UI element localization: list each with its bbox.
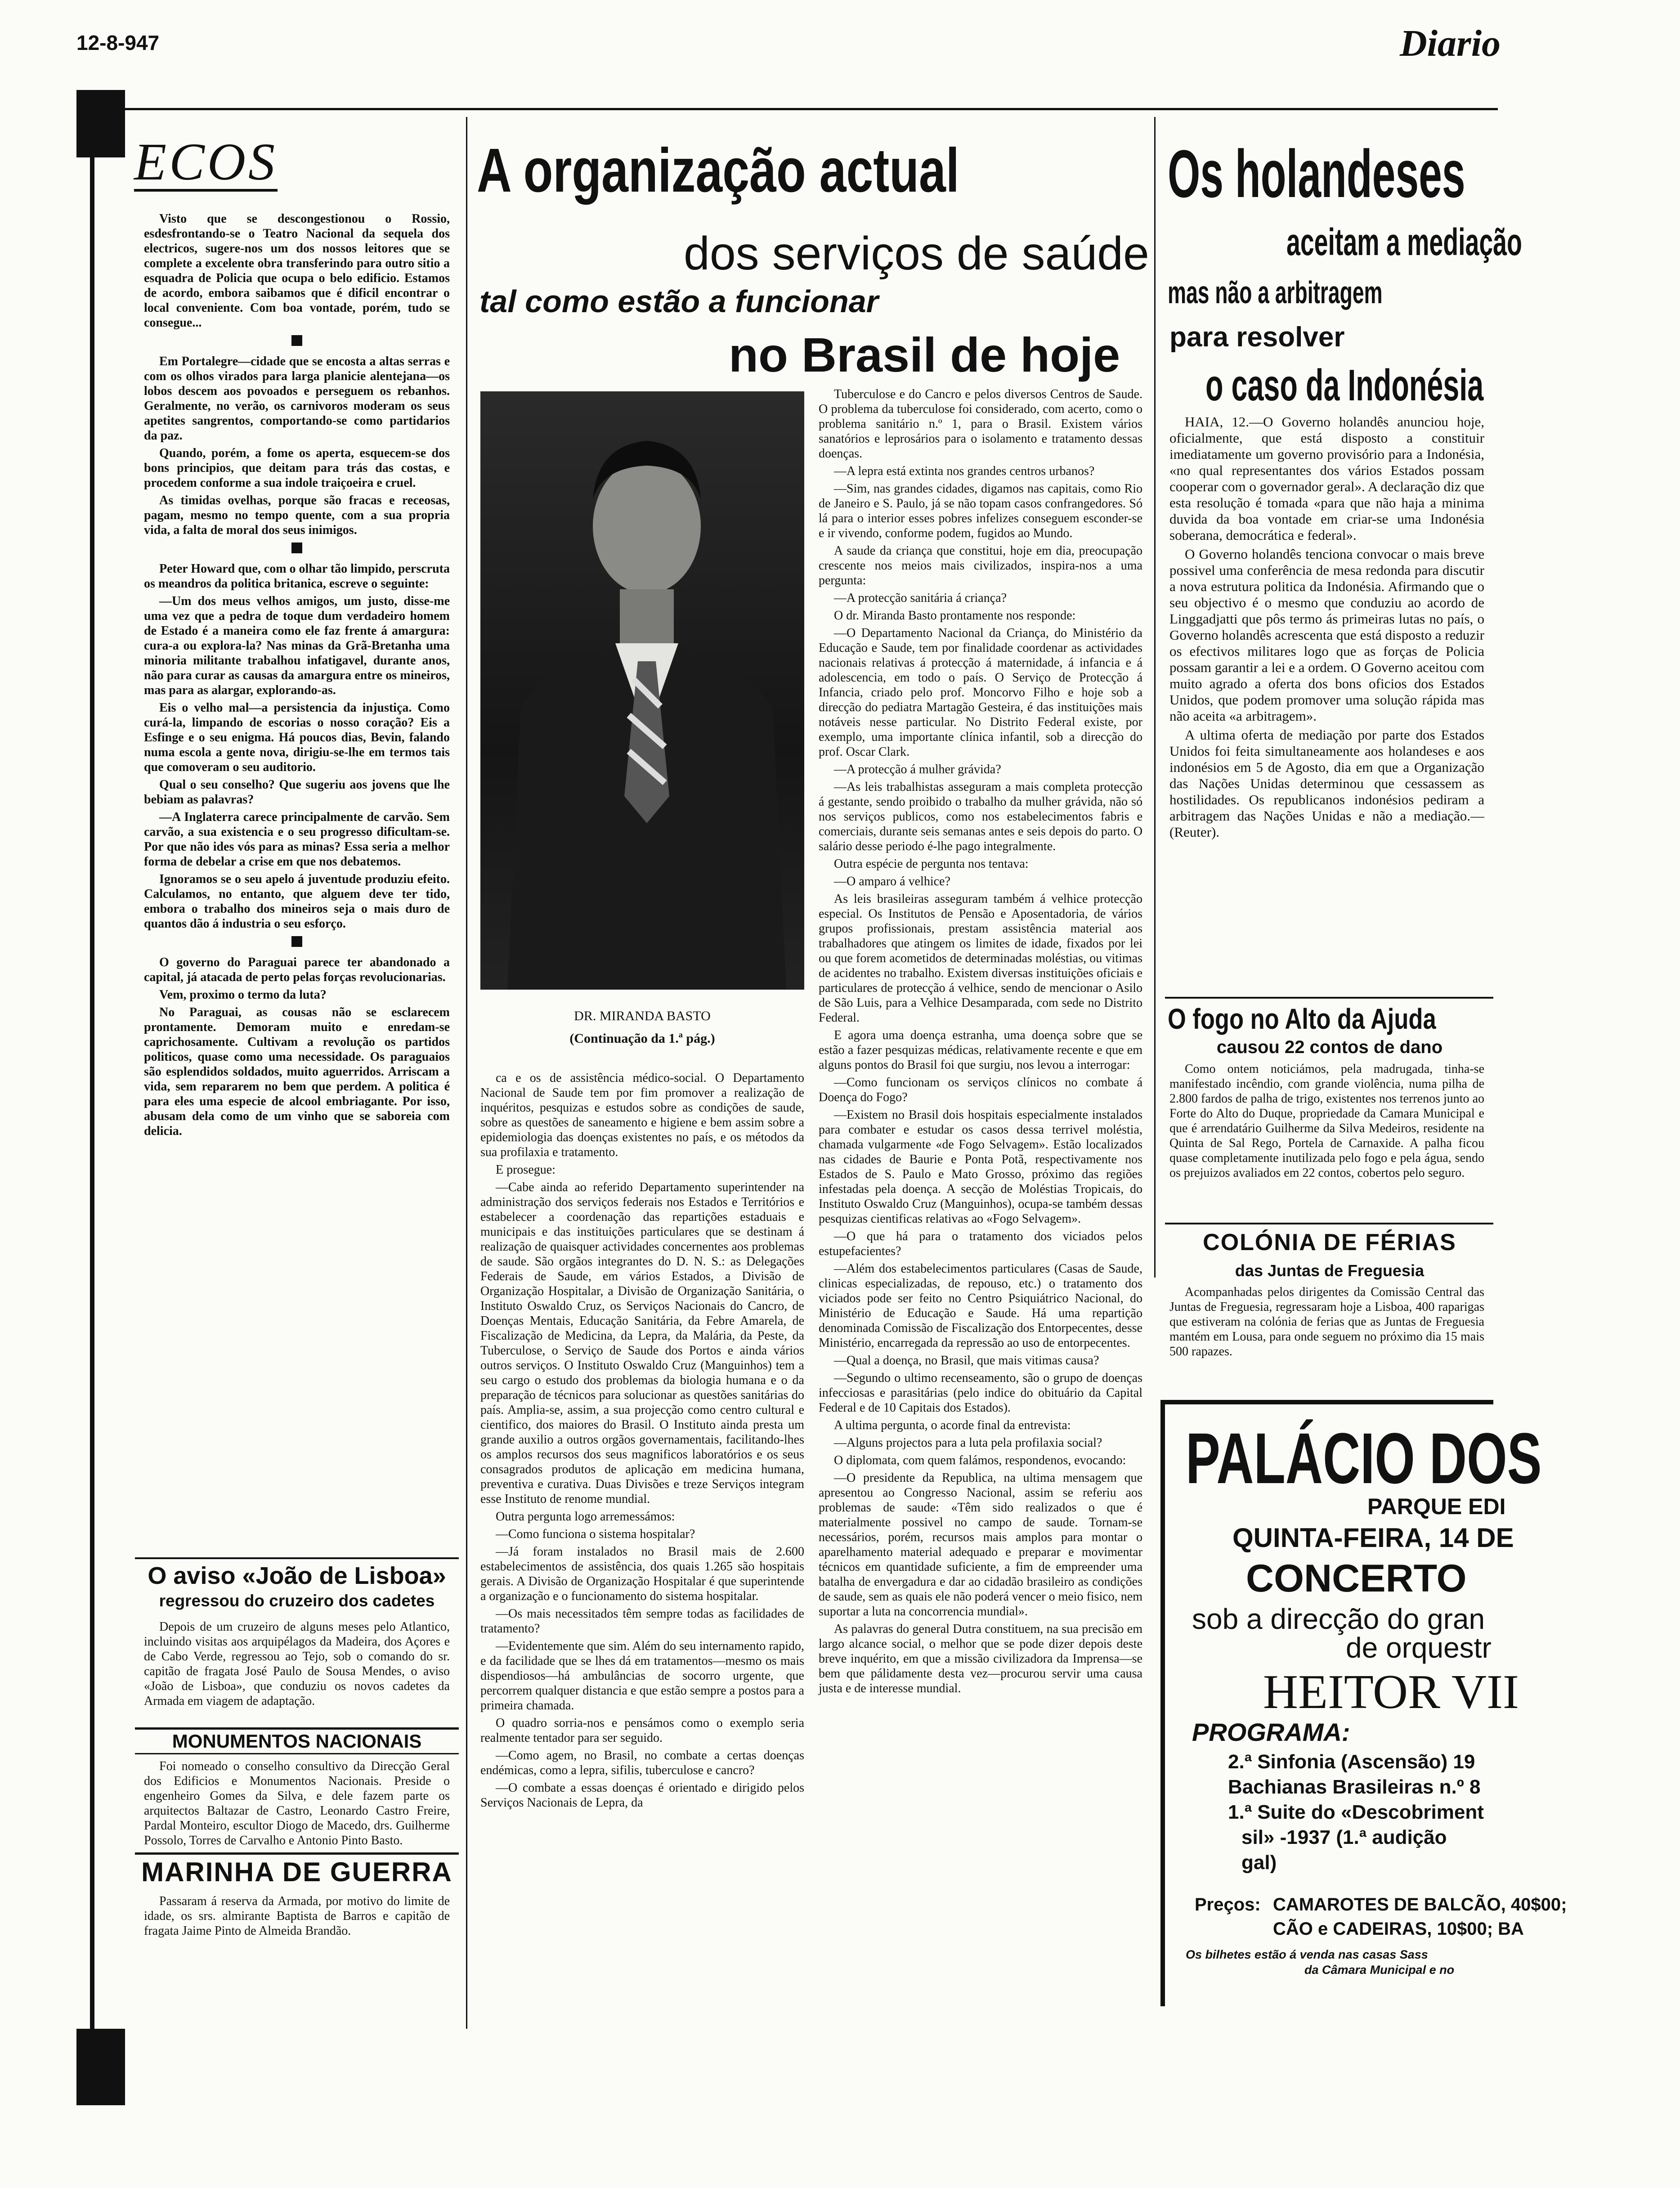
holandeses-title-1: Os holandeses [1168, 136, 1465, 211]
ad-precos-label: Preços: [1195, 1895, 1261, 1914]
ad-precos-1: CAMAROTES DE BALCÃO, 40$00; [1273, 1895, 1567, 1914]
top-rule [121, 108, 1498, 110]
section-separator [144, 936, 450, 951]
paragraph: Quando, porém, a fome os aperta, esquecem-se dos bons principios, que deitam para trás das costas, e procedem conforme a sua indole traiçoeira e cruel. [144, 446, 450, 490]
paragraph: —O presidente da Republica, na ultima mensagem que apresentou ao Congresso Nacional, assim se referiu aos problemas de saude: «Têm sido realizados o que é materialmente possivel no campo de saude. Tornam-se necessários, porém, recursos mais amplos para montar o aparelhamento material adequado e preparar e movimentar técnicos em quantidade suficiente, a fim de empreender uma batalha de envergadura e dar ao cidadão brasileiro as condições de saude, sem as quais ele não poderá vencer o meio fisico, nem suportar a luta na concorrencia mundial». [819, 1471, 1142, 1619]
paragraph: Qual o seu conselho? Que sugeriu aos jovens que lhe bebiam as palavras? [144, 778, 450, 807]
colonia-paragraph: Acompanhadas pelos dirigentes da Comissão Central das Juntas de Freguesia, regressaram hoje a Lisboa, 400 raparigas que estiveram na colónia de ferias que as Juntas de Freguesia mantém em Lousa, para onde seguem no próximo dia 15 mais 500 rapazes. [1169, 1285, 1484, 1359]
column-divider-1 [466, 117, 467, 2029]
portrait-photo [480, 391, 804, 990]
saude-title-3: tal como estão a funcionar [479, 284, 878, 319]
paragraph: —O que há para o tratamento dos viciados pelos estupefacientes? [819, 1229, 1142, 1258]
ad-prog-5: gal) [1241, 1852, 1277, 1874]
paragraph: —Cabe ainda ao referido Departamento superintender na administração dos serviços federais nos Estados e Territórios e estabelecer a coordenação das repartições estaduais e municipais e das instituições particulares que se destinam á realização de quaisquer actividades concernentes aos problemas de saude. São orgãos integrantes do D. N. S.: as Delegações Federais de Saude, em vários Estados, a Divisão de Organização Hospitalar, a Divisão de Organização Sanitária, o Instituto Oswaldo Cruz, os Serviços Nacionais do Cancro, de Doenças Mentais, Educação Sanitária, da Febre Amarela, de Fiscalização de Medicina, da Lepra, da Malária, da Peste, da Tuberculose, o Serviço de Saude dos Portos e ainda vários outros serviços. O Instituto Oswaldo Cruz (Manguinhos) tem a seu cargo o estudo dos problemas da biologia humana e o da preparação de técnicos para solucionar as questões sanitárias do país. Amplia-se, assim, a sua projecção como centro cultural e cientifico, dos maiores do Brasil. O Instituto ainda presta um grande auxilio a outros orgãos governamentais, facilitando-lhes os amplos recursos dos seus magnificos laboratórios e os seus consagrados produtos de aplicação em medicina humana, preventiva e curativa. Duas Divisões e treze Serviços integram esse Instituto de renome mundial. [480, 1180, 804, 1506]
paragraph: O Governo holandês tenciona convocar o mais breve possivel uma conferência de mesa redonda para discutir a nova estrutura politica da Indonésia. Afirmando que o seu objectivo é o mesmo que conduziu ao acordo de Linggadjatti que pôs termo ás primeiras lutas no país, o Governo holandês acrescenta que está disposto a reduzir os efectivos militares logo que as forças de Policia possam garantir a lei e a ordem. O Governo aceitou com muito agrado a oferta dos bons oficios dos Estados Unidos, que podem promover uma solução rápida mas não aceita «a arbitragem». [1169, 546, 1484, 724]
paragraph: —O Departamento Nacional da Criança, do Ministério da Educação e Saude, tem por finalidade coordenar as actividades nacionais relativas á protecção á maternidade, á infancia e á adolescencia, em todo o país. O Serviço de Protecção á Infancia, criado pelo prof. Moncorvo Filho e hoje sob a direcção do pediatra Martagão Gesteira, é das instituições mais notáveis nesse particular. No Distrito Federal existe, por exemplo, uma importante clínica infantil, sob a direcção do prof. Oscar Clark. [819, 626, 1142, 759]
paragraph: Ignoramos se o seu apelo á juventude produziu efeito. Calculamos, no entanto, que alguem deve ter tido, embora o trabalho dos mineiros seja o mais duro de quantos dão á industria o seu esforço. [144, 872, 450, 931]
paragraph: As palavras do general Dutra constituem, na sua precisão em largo alcance social, o melhor que se pode dizer depois deste breve inquérito, em que a missão civilizadora da Imprensa—se bem que pálidamente desta vez—procurou servir uma causa justa e de interesse mundial. [819, 1622, 1142, 1695]
paragraph: Outra pergunta logo arremessámos: [496, 1510, 675, 1524]
paragraph: Tuberculose e do Cancro e pelos diversos Centros de Saude. O problema da tuberculose foi considerado, com acerto, como o problema sanitário n.º 1, para o Brasil. Existem vários sanatórios e leprosários para o isolamento e tratamento dessas doenças. [819, 387, 1142, 461]
paragraph: O dr. Miranda Basto prontamente nos responde: [834, 609, 1076, 623]
column-divider-2 [1154, 117, 1156, 1278]
paragraph: —Alguns projectos para a luta pela profilaxia social? [834, 1436, 1102, 1450]
fogo-body [1169, 1062, 1484, 1183]
colonia-title: COLÓNIA DE FÉRIAS [1203, 1229, 1456, 1255]
paragraph: ca e os de assistência médico-social. O Departamento Nacional de Saude tem por fim promover a realização de inquéritos, pesquizas e estudos sobre as condições de saude, sobre as questões de saneamento e higiene e bem assim sobre a epidemiologia das doenças existentes no país, e os métodos da sua profilaxia e tratamento. [480, 1071, 804, 1159]
ad-line-4: sob a direcção do gran [1192, 1603, 1485, 1635]
ad-line-3: CONCERTO [1246, 1557, 1467, 1600]
paragraph: O diplomata, com quem falámos, respondenos, evocando: [834, 1453, 1126, 1467]
saude-column-left [480, 1071, 804, 1813]
holandeses-title-2: aceitam a mediação [1286, 221, 1522, 263]
marinha-body [144, 1894, 450, 1941]
marinha-title: MARINHA DE GUERRA [135, 1852, 459, 1888]
paragraph: —Como funcionam os serviços clínicos no combate á Doença do Fogo? [819, 1076, 1142, 1104]
paragraph: —Existem no Brasil dois hospitais especialmente instalados para combater e estudar os casos dessa terrivel moléstia, chamada vulgarmente «de Fogo Selvagem». Estão localizados nas cidades de Baurie e Ponta Potã, respectivamente nos Estados de S. Paulo e Mato Grosso, próximo das regiões infestadas pela doença. A secção de Moléstias Tropicais, do Instituto Oswaldo Cruz (Manguinhos), ocupa-se também dessas pesquizas cientificas relativas ao «Fogo Selvagem». [819, 1108, 1142, 1226]
ad-line-2: QUINTA-FEIRA, 14 DE [1232, 1523, 1514, 1553]
paragraph: Eis o velho mal—a persistencia da injustiça. Como curá-la, limpando de escorias o nosso coração? Eis a Esfinge e o seu enigma. Há poucos dias, Bevin, falando numa escola a gente nova, dirigiu-se-lhe em termos tais que comoveram o seu auditorio. [144, 701, 450, 774]
fogo-paragraph: Como ontem noticiámos, pela madrugada, tinha-se manifestado incêndio, com grande violência, numa pilha de 2.800 fardos de palha de trigo, existentes nos terrenos junto ao Forte do Alto do Duque, propriedade da Camara Municipal e que é arrendatário Guilherme da Silva Medeiros, residente na Quinta de Sal Rego, Portela de Carnaxide. A palha ficou quase completamente inutilizada pelo fogo e pela água, sendo os prejuizos avaliados em 22 contos, cobertos pelo seguro. [1169, 1062, 1484, 1180]
marinha-paragraph: Passaram á reserva da Armada, por motivo do limite de idade, os srs. almirante Baptista de Barros e capitão de fragata Jaime Pinto de Almeida Brandão. [144, 1894, 450, 1938]
aviso-paragraph: Depois de um cruzeiro de alguns meses pelo Atlantico, incluindo visitas aos arquipélagos da Madeira, dos Açores e de Cabo Verde, regressou ao Tejo, sob o comando do sr. capitão de fragata José Paulo de Sousa Mendes, o aviso «João de Lisboa», que conduziu os novos cadetes da Armada em viagem de adaptação. [144, 1620, 450, 1708]
ad-prog-1: 2.ª Sinfonia (Ascensão) 19 [1228, 1751, 1475, 1773]
ad-line-1: PARQUE EDI [1367, 1494, 1506, 1519]
section-separator [144, 542, 450, 557]
paragraph: Vem, proximo o termo da luta? [159, 988, 327, 1002]
portrait-figure-icon [480, 391, 804, 990]
paragraph: —A lepra está extinta nos grandes centros urbanos? [834, 464, 1095, 478]
fogo-top-rule [1165, 997, 1493, 999]
paragraph: Peter Howard que, com o olhar tão limpido, perscruta os meandros da politica britanica, escreve o seguinte: [144, 562, 450, 591]
ad-footer-2: da Câmara Municipal e no [1304, 1963, 1455, 1977]
paragraph: Em Portalegre—cidade que se encosta a altas serras e com os olhos virados para larga planicie alentejana—os lobos descem aos povoados e perseguem os rebanhos. Geralmente, no verão, os carnivoros moderam os seus apetites sangrentos, comportando-se como partidarios da paz. [144, 354, 450, 443]
colonia-top-rule [1165, 1223, 1493, 1224]
page-date: 12-8-947 [76, 31, 160, 54]
ad-precos-2: CÃO e CADEIRAS, 10$00; BA [1273, 1919, 1524, 1939]
paragraph: As timidas ovelhas, porque são fracas e receosas, pagam, mesmo no tempo quente, com a sua propria vida, a falta de moral dos seus inimigos. [144, 493, 450, 537]
paragraph: O quadro sorria-nos e pensámos como o exemplo seria realmente tentador para ser seguido. [480, 1716, 804, 1745]
holandeses-title-4: para resolver [1169, 322, 1345, 353]
paragraph: —Segundo o ultimo recenseamento, são o grupo de doenças infecciosas e parasitárias (pelo indice do obituário da Capital Federal e de 10 Capitais dos Estados). [819, 1371, 1142, 1415]
holandeses-column [1169, 414, 1484, 843]
saude-column-right [819, 387, 1142, 1699]
section-separator [144, 335, 450, 350]
paragraph: Outra espécie de pergunta nos tentava: [834, 857, 1029, 871]
paragraph: A ultima oferta de mediação por parte dos Estados Unidos foi feita simultaneamente aos holandeses e aos indonésios em 5 de Agosto, dia em que a Organização das Nações Unidas determinou que cessassem as hostilidades. Os republicanos indonésios pediram a arbitragem das Nações Unidas e não a mediação.—(Reuter). [1169, 727, 1484, 840]
paragraph: —Os mais necessitados têm sempre todas as facilidades de tratamento? [480, 1607, 804, 1636]
paragraph: —O amparo á velhice? [834, 874, 950, 888]
ad-line-5: de orquestr [1346, 1632, 1492, 1664]
holandeses-title-3: mas não a arbitragem [1168, 275, 1383, 310]
saude-title-1: A organização actual [477, 136, 959, 205]
paragraph: —Como funciona o sistema hospitalar? [496, 1527, 695, 1541]
paragraph: E agora uma doença estranha, uma doença sobre que se estão a fazer pesquizas médicas, relativamente recente e que em alguns pontos do Brasil foi que surgiu, nos levou a interrogar: [819, 1028, 1142, 1072]
paragraph: —As leis trabalhistas asseguram a mais completa protecção á gestante, sendo proibido o trabalho da mulher grávida, não só nos serviços publicos, como nos estabelecimentos fabris e comerciais, durante seis semanas antes e seis depois do parto. O salário desse periodo é-lhe pago integralmente. [819, 780, 1142, 853]
paragraph: E prosegue: [496, 1163, 556, 1177]
paragraph: —Além dos estabelecimentos particulares (Casas de Saude, clinicas especializadas, de repouso, etc.) o tratamento dos viciados pode ser feito no Centro Psiquiátrico Nacional, do Ministério de Educação e Saude. Há uma repartição denominada Comissão de Fiscalização dos Entorpecentes, desse Ministério, encarregada da repressão ao uso de entorpecentes. [819, 1262, 1142, 1350]
monumentos-paragraph: Foi nomeado o conselho consultivo da Direcção Geral dos Edificios e Monumentos Nacionais. Preside o engenheiro Gomes da Silva, e dele fazem parte os arquitectos Baltazar de Castro, Leonardo Castro Freire, Pardal Monteiro, escultor Diogo de Macedo, drs. Guilherme Possolo, Torres de Carvalho e Antonio Pinto Basto. [144, 1759, 450, 1847]
left-bottom-bar [76, 2029, 125, 2105]
paragraph: —Qual a doença, no Brasil, que mais vitimas causa? [834, 1354, 1099, 1368]
masthead: Diario [1400, 22, 1501, 64]
left-margin-bar [76, 90, 125, 157]
monumentos-body [144, 1759, 450, 1851]
ad-top-border [1160, 1400, 1493, 1404]
paragraph: A saude da criança que constitui, hoje em dia, preocupação crescente nos meios mais civilizados, inspira-nos a uma pergunta: [819, 544, 1142, 587]
ad-line-6: HEITOR VII [1263, 1665, 1519, 1719]
left-border-line [90, 157, 94, 2029]
paragraph: As leis brasileiras asseguram também á velhice protecção especial. Os Institutos de Pensão e Aposentadoria, de vários grupos profissionais, prestam assistência material aos trabalhadores que atingem os limites de idade, fixados por lei ou que forem acometidos de determinadas moléstias, ou vitimas de acidentes no trabalho. Existem diversas instituições oficiais e particulares de protecção á velhice, sendo de mencionar o Asilo de São Luis, para a Velhice Desamparada, com sede no Distrito Federal. [819, 892, 1142, 1025]
aviso-body [144, 1619, 450, 1711]
ad-prog-2: Bachianas Brasileiras n.º 8 [1228, 1776, 1481, 1798]
continuation-note: (Continuação da 1.ª pág.) [569, 1031, 715, 1046]
holandeses-title-5: o caso da Indonésia [1205, 360, 1484, 410]
fogo-subtitle: causou 22 contos de dano [1216, 1037, 1443, 1057]
paragraph: A ultima pergunta, o acorde final da entrevista: [834, 1418, 1071, 1432]
ecos-column [144, 211, 450, 1141]
aviso-subtitle: regressou do cruzeiro dos cadetes [159, 1592, 435, 1610]
paragraph: —A Inglaterra carece principalmente de carvão. Sem carvão, a sua existencia e o seu progresso dificultam-se. Por que não ides vós para as minas? Essa seria a melhor forma de debelar a crise em que nos debatemos. [144, 810, 450, 869]
paragraph: —Um dos meus velhos amigos, um justo, disse-me uma vez que a pedra de toque dum verdadeiro homem de Estado é a maneira como ele faz frente á amargura: cura-a ou explora-la? Nas minas da Grã-Bretanha uma minoria militante trabalhou infatigavel, durante anos, não para curar as causas da amargura entre os mineiros, mas para as alargar, explorando-as. [144, 594, 450, 697]
ad-left-border [1160, 1403, 1165, 2006]
paragraph: O governo do Paraguai parece ter abandonado a capital, já atacada de perto pelas forças revolucionarias. [144, 955, 450, 984]
ad-title: PALÁCIO DOS [1186, 1418, 1542, 1498]
monumentos-title: MONUMENTOS NACIONAIS [135, 1727, 459, 1754]
ad-programa-label: PROGRAMA: [1192, 1718, 1350, 1746]
ad-footer-1: Os bilhetes estão á venda nas casas Sass [1186, 1948, 1428, 1961]
ad-prog-4: sil» -1937 (1.ª audição [1241, 1826, 1447, 1848]
colonia-subtitle: das Juntas de Freguesia [1235, 1261, 1425, 1280]
paragraph: —Já foram instalados no Brasil mais de 2.600 estabelecimentos de assistência, dos quais 1.265 são hospitais gerais. A Divisão de Organização Hospitalar é que superintende a organização e o funcionamento do sistema hospitalar. [480, 1545, 804, 1603]
paragraph: HAIA, 12.—O Governo holandês anunciou hoje, oficialmente, que está disposto a constituir imediatamente um governo provisório para a Indonésia, «no qual representantes dos vários Estados possam cooperar com o governador geral». A declaração diz que esta resolução é tomada «para que não haja a minima duvida da boa vontade em criar-se uma Indonésia soberana, democrática e federal». [1169, 414, 1484, 543]
saude-title-2: dos serviços de saúde [684, 228, 1149, 280]
colonia-body [1169, 1285, 1484, 1362]
paragraph: No Paraguai, as cousas não se esclarecem prontamente. Demoram muito e enredam-se caprichosamente. Cultivam a revolução os partidos politicos, quase como uma necessidade. Os paraguaios são esplendidos soldados, muito aguerridos. Arriscam a vida, sem repararem no bem que perdem. A politica é para eles uma especie de alcool embriagante. Por isso, abusam dela como de um vinho que se saboreia com delicia. [144, 1005, 450, 1138]
fogo-title: O fogo no Alto da Ajuda [1168, 1003, 1436, 1035]
photo-caption: DR. MIRANDA BASTO [574, 1009, 711, 1023]
paragraph: —Sim, nas grandes cidades, digamos nas capitais, como Rio de Janeiro e S. Paulo, já se não topam casos confrangedores. Só lá para o interior esses pobres infelizes conseguem esconder-se e ir vivendo, conforme podem, fugidos ao Mundo. [819, 482, 1142, 540]
paragraph: —Evidentemente que sim. Além do seu internamento rapido, e da facilidade que se lhes dá em tratamentos—mesmo os mais dispendiosos—há ambulâncias de socorro urgente, que percorrem qualquer distancia e que estão sempre a postos para a primeira chamada. [480, 1639, 804, 1713]
paragraph: —A protecção sanitária á criança? [834, 591, 1007, 605]
aviso-title: O aviso «João de Lisboa» [135, 1557, 459, 1590]
ecos-title: ECOS [134, 132, 278, 191]
paragraph: —O combate a essas doenças é orientado e dirigido pelos Serviços Nacionais de Lepra, da [480, 1781, 804, 1810]
ad-prog-3: 1.ª Suite do «Descobriment [1228, 1801, 1484, 1823]
paragraph: —Como agem, no Brasil, no combate a certas doenças endémicas, como a lepra, sifilis, tuberculose e cancro? [480, 1749, 804, 1777]
paragraph: Visto que se descongestionou o Rossio, esdesfrontando-se o Teatro Nacional da sequela dos electricos, sugere-nos um dos nossos leitores que se complete a excelente obra transferindo para outro sitio a esquadra de Policia que ocupa o belo edificio. Estamos de acordo, embora saibamos que é dificil encontrar o local conveniente. Com boa vontade, porém, tudo se consegue... [144, 212, 450, 330]
saude-title-4: no Brasil de hoje [729, 327, 1120, 382]
paragraph: —A protecção á mulher grávida? [834, 762, 1001, 776]
